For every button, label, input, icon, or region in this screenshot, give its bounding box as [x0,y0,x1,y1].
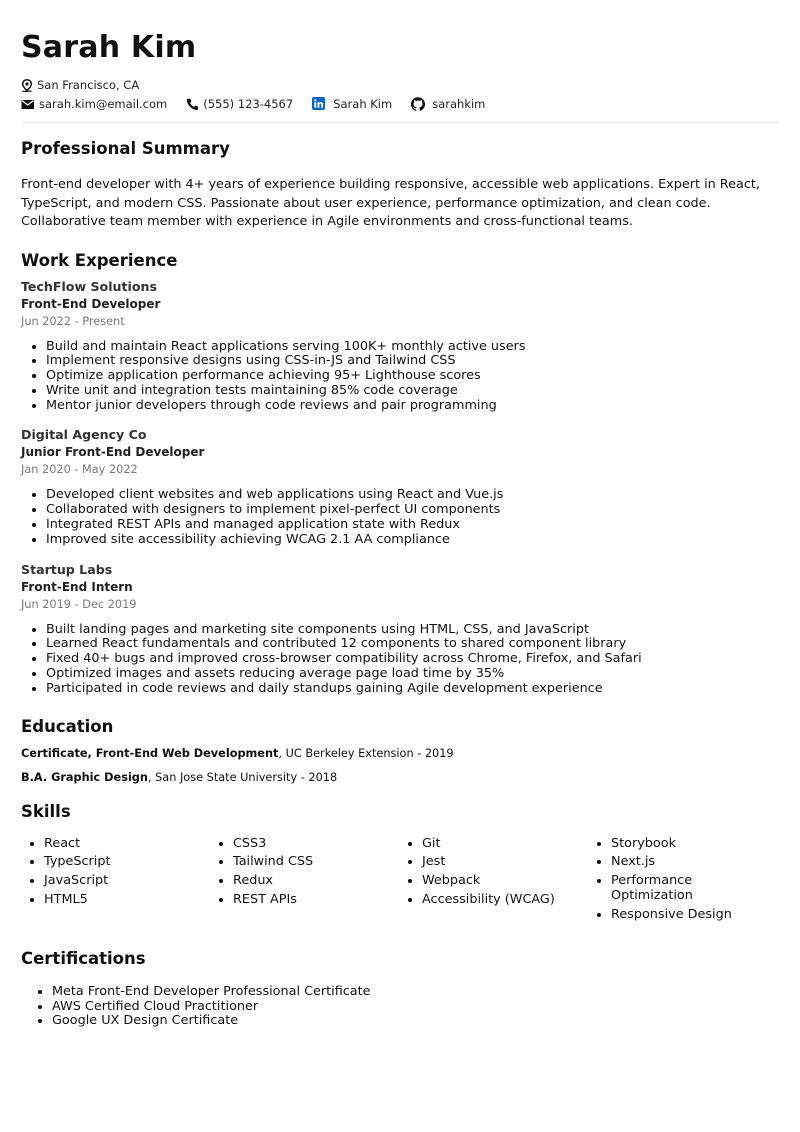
certifications-heading: Certifications [21,948,146,968]
contact-row-links [21,96,779,112]
job-bullet: • Built landing pages and marketing site components using HTML, CSS, and JavaScript [46,623,779,638]
skill-item: • Accessibility (WCAG) [422,892,588,907]
job-bullets [21,623,779,697]
job-bullet: • Build and maintain React applications serving 100K+ monthly active users [46,340,779,355]
skill-item: • Redux [233,873,399,888]
job-bullet: • Developed client websites and web applications using React and Vue.js [46,488,779,503]
skills-column [21,836,210,926]
linkedin-item[interactable] [312,97,392,111]
location-item [21,78,139,92]
job-company: TechFlow Solutions [21,278,157,294]
phone-text[interactable]: (555) 123-4567 [203,97,294,111]
job-bullet: • Integrated REST APIs and managed application state with Redux [46,518,779,533]
education-entry [21,746,779,762]
job-bullet: • Fixed 40+ bugs and improved cross-browser compatibility across Chrome, Firefox, and Safari [46,652,779,667]
education-degree: Certificate, Front-End Web Development [21,746,279,760]
skills-heading: Skills [21,801,71,821]
education-heading: Education [21,716,114,736]
job-company: Startup Labs [21,561,113,577]
skill-item: • Git [422,836,588,851]
map-pin-icon [21,79,33,92]
job-entry [21,562,779,697]
job-entry [21,279,779,414]
job-bullets [21,488,779,547]
email-text[interactable]: sarah.kim@email.com [39,97,168,111]
candidate-name: Sarah Kim [21,30,197,65]
education-detail: , UC Berkeley Extension - 2019 [278,746,454,760]
job-bullet: • Optimize application performance achieving 95+ Lighthouse scores [46,369,779,384]
certifications-list [21,985,779,1029]
education-detail: , San Jose State University - 2018 [147,770,338,784]
job-bullet: • Participated in code reviews and daily standups gaining Agile development experience [46,682,779,697]
skill-item: • Storybook [611,836,751,851]
job-bullet: • Learned React fundamentals and contributed 12 components to shared component library [46,637,779,652]
header-divider [21,122,778,123]
skill-item: • React [44,836,210,851]
certification-item: • Meta Front-End Developer Professional Certificate [52,985,779,1000]
skill-item: • HTML5 [44,892,210,907]
job-bullets [21,340,779,414]
phone-item[interactable] [186,97,293,111]
github-text[interactable]: sarahkim [432,97,486,111]
job-bullet: • Write unit and integration tests maintaining 85% code coverage [46,384,779,399]
certification-item: • Google UX Design Certificate [52,1014,779,1029]
contact-row-location [21,77,779,93]
skill-item: • JavaScript [44,873,210,888]
location-text: San Francisco, CA [37,78,140,92]
linkedin-icon [312,97,326,111]
linkedin-text[interactable]: Sarah Kim [333,97,393,111]
job-role: Front-End Intern [21,579,133,594]
github-icon [411,97,425,111]
job-bullet: • Optimized images and assets reducing average page load time by 35% [46,667,779,682]
experience-heading: Work Experience [21,250,178,270]
skill-item: • REST APIs [233,892,399,907]
skills-column [210,836,399,926]
job-bullet: • Collaborated with designers to implement pixel-perfect UI components [46,503,779,518]
skills-column [399,836,588,926]
envelope-icon [21,99,35,110]
job-role: Front-End Developer [21,296,161,311]
skill-item: • Responsive Design [611,907,751,922]
skill-item: • Jest [422,854,588,869]
job-company: Digital Agency Co [21,427,147,443]
job-role: Junior Front-End Developer [21,445,205,460]
job-dates: Jun 2022 - Present [21,314,125,328]
skills-grid [21,836,779,926]
job-bullet: • Mentor junior developers through code reviews and pair programming [46,399,779,414]
job-dates: Jan 2020 - May 2022 [21,463,138,477]
job-dates: Jun 2019 - Dec 2019 [21,597,137,611]
job-entry [21,427,779,547]
skills-column [588,836,751,926]
skill-item: • Next.js [611,854,751,869]
skill-item: • Webpack [422,873,588,888]
education-entry [21,770,779,786]
skill-item: • CSS3 [233,836,399,851]
job-bullet: • Implement responsive designs using CSS-in-JS and Tailwind CSS [46,354,779,369]
summary-text: Front-end developer with 4+ years of experience building responsive, accessible web applications. Expert in React, TypeScript, and modern CSS. Passionate about user experience, performance optimization, and clean code. Collaborative team member with experience in Agile environments and cross-functional teams. [21,177,760,229]
phone-icon [186,98,199,111]
skill-item: • Performance Optimization [611,873,751,903]
summary-heading: Professional Summary [21,139,230,158]
education-degree: B.A. Graphic Design [21,770,148,784]
certification-item: • AWS Certified Cloud Practitioner [52,1000,779,1015]
email-item[interactable] [21,97,167,111]
job-bullet: • Improved site accessibility achieving WCAG 2.1 AA compliance [46,533,779,548]
github-item[interactable] [411,97,485,111]
skill-item: • Tailwind CSS [233,854,399,869]
skill-item: • TypeScript [44,854,210,869]
